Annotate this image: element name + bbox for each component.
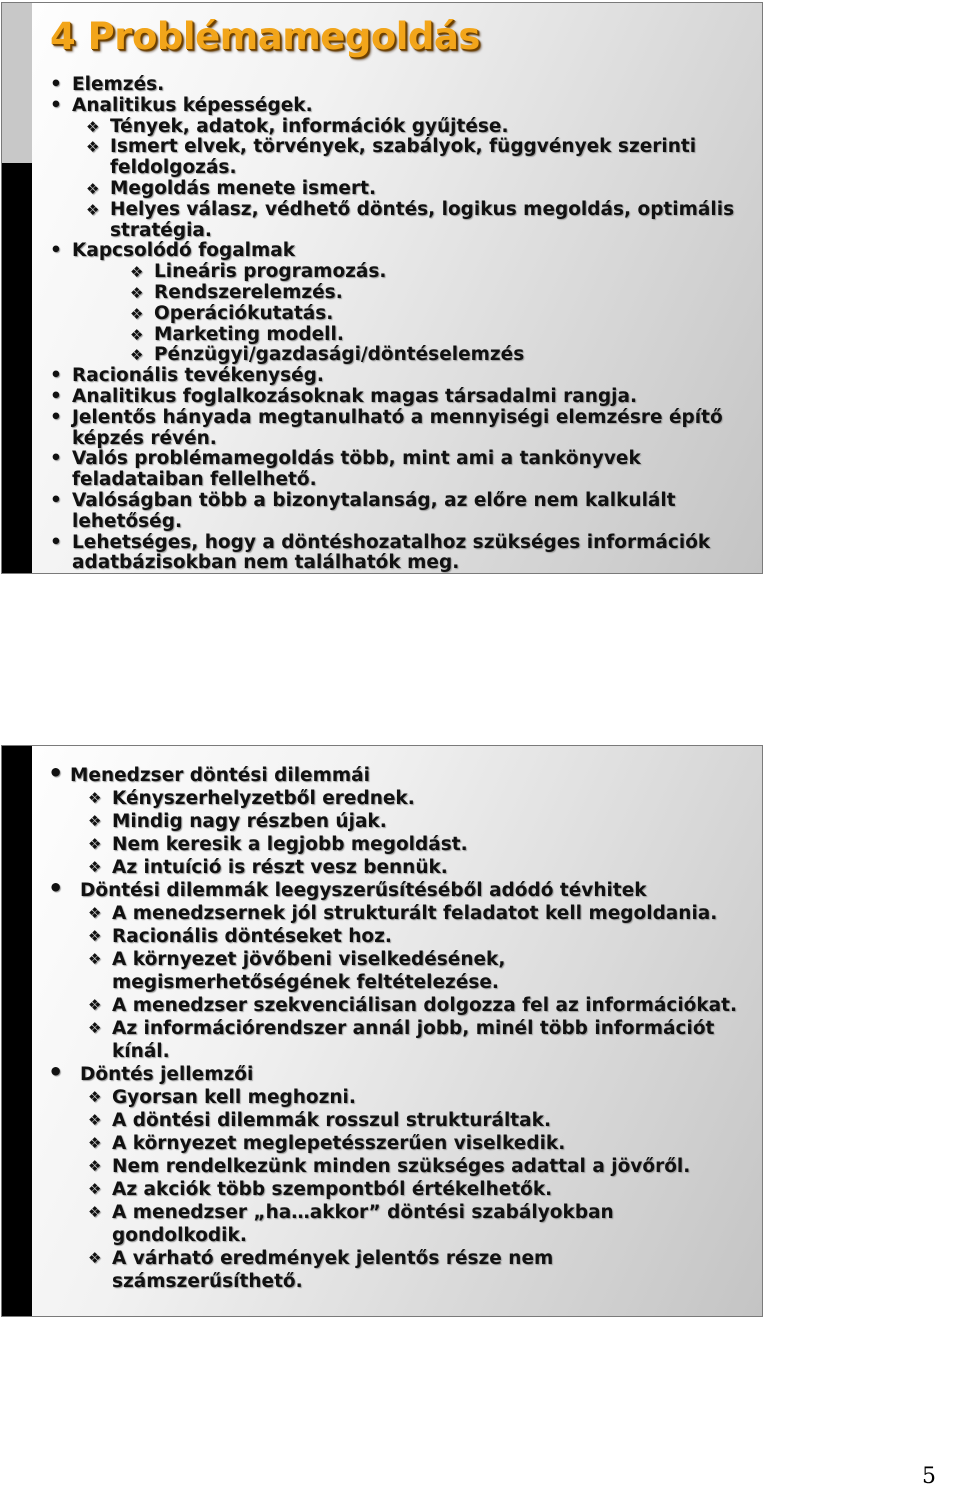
list-item [52, 449, 748, 470]
list-item [52, 1247, 748, 1270]
list-item-text: Racionális döntéseket hoz. [112, 926, 392, 947]
list-item-text: számszerűsíthető. [112, 1271, 303, 1292]
list-item [52, 810, 748, 833]
list-item-text: Elemzés. [72, 74, 165, 95]
diamond-bullet-icon: ❖ [88, 858, 102, 876]
list-item-continuation [52, 158, 748, 179]
list-item-text: Rendszerelemzés. [154, 281, 343, 303]
list-item [52, 1132, 748, 1155]
slide-1 [1, 2, 763, 574]
list-item-text: Valóságban több a bizonytalanság, az előre nem kalkulált [72, 489, 676, 511]
diamond-bullet-icon: ❖ [130, 346, 144, 365]
list-item-text: képzés révén. [72, 427, 217, 449]
list-item-text: A várható eredmények jelentős része nem [112, 1248, 554, 1269]
list-item [52, 304, 748, 325]
bullet-icon: • [50, 406, 62, 428]
slide-1-content [32, 3, 762, 573]
slide-2-bullet-list [48, 759, 748, 1293]
diamond-bullet-icon: ❖ [88, 1111, 102, 1129]
list-item [52, 1201, 748, 1224]
diamond-bullet-icon: ❖ [88, 835, 102, 853]
slide-title: 4 Problémamegoldás [50, 15, 480, 58]
list-item-text: gondolkodik. [112, 1225, 247, 1246]
list-item-text: Megoldás menete ismert. [110, 177, 376, 199]
list-item-text: Az akciók több szempontból értékelhetők. [112, 1179, 553, 1200]
slide-2 [1, 745, 763, 1317]
list-item-text: Az információrendszer annál jobb, minél több információt [112, 1018, 715, 1039]
list-item-text: Az intuíció is részt vesz bennük. [112, 857, 448, 878]
list-item-text: Gyorsan kell meghozni. [112, 1087, 356, 1108]
list-item-text: Menedzser döntési dilemmái [70, 765, 370, 786]
diamond-bullet-icon: ❖ [130, 325, 144, 344]
list-item-continuation [52, 1224, 748, 1247]
list-item-text: Ismert elvek, törvények, szabályok, függvények szerinti [110, 136, 697, 158]
bullet-icon: • [50, 448, 62, 470]
list-item [48, 1058, 748, 1086]
list-item-text: A döntési dilemmák rosszul strukturáltak. [112, 1110, 551, 1131]
list-item-continuation [52, 553, 748, 574]
bullet-icon: • [48, 1058, 64, 1086]
list-item [52, 262, 748, 283]
list-item [48, 759, 748, 787]
diamond-bullet-icon: ❖ [88, 927, 102, 945]
list-item [52, 925, 748, 948]
list-item-text: Jelentős hányada megtanulható a mennyiségi elemzésre építő [72, 406, 723, 428]
diamond-bullet-icon: ❖ [86, 117, 100, 136]
list-item [52, 408, 748, 429]
list-item-text: stratégia. [110, 219, 212, 241]
diamond-bullet-icon: ❖ [86, 200, 100, 219]
list-item-continuation [52, 512, 748, 533]
list-item [52, 994, 748, 1017]
list-item [52, 366, 748, 387]
bullet-icon: • [50, 385, 62, 407]
diamond-bullet-icon: ❖ [130, 283, 144, 302]
diamond-bullet-icon: ❖ [88, 1157, 102, 1175]
list-item [52, 179, 748, 200]
diamond-bullet-icon: ❖ [130, 263, 144, 282]
list-item [52, 75, 748, 96]
diamond-bullet-icon: ❖ [88, 1088, 102, 1106]
list-item [52, 96, 748, 117]
list-item [52, 137, 748, 158]
list-item-text: lehetőség. [72, 510, 182, 532]
page-number: 5 [922, 1464, 936, 1489]
list-item-text: Nem rendelkezünk minden szükséges adattal a jövőről. [112, 1156, 691, 1177]
bullet-icon: • [50, 365, 62, 387]
list-item-continuation [52, 1040, 748, 1063]
list-item-text: feladataiban fellelhető. [72, 469, 317, 491]
list-item-text: feldolgozás. [110, 157, 237, 179]
diamond-bullet-icon: ❖ [88, 904, 102, 922]
list-item-text: Valós problémamegoldás több, mint ami a tankönyvek [72, 448, 641, 470]
bullet-icon: • [50, 531, 62, 553]
list-item-text: Mindig nagy részben újak. [112, 811, 387, 832]
diamond-bullet-icon: ❖ [88, 1019, 102, 1037]
list-item-text: Marketing modell. [154, 323, 344, 345]
list-item-text: A környezet jövőbeni viselkedésének, [112, 949, 506, 970]
list-item [52, 1086, 748, 1109]
list-item-continuation [52, 470, 748, 491]
diamond-bullet-icon: ❖ [88, 996, 102, 1014]
list-item [52, 387, 748, 408]
list-item [48, 874, 748, 902]
list-item-continuation [52, 971, 748, 994]
diamond-bullet-icon: ❖ [86, 138, 100, 157]
slide-1-bullet-list [52, 75, 748, 574]
list-item [52, 1155, 748, 1178]
list-item-text: adatbázisokban nem találhatók meg. [72, 552, 460, 574]
list-item-text: Racionális tevékenység. [72, 365, 324, 387]
list-item [52, 948, 748, 971]
list-item [52, 787, 748, 810]
side-bar-black [2, 746, 32, 1317]
diamond-bullet-icon: ❖ [86, 179, 100, 198]
list-item-text: Döntési dilemmák leegyszerűsítéséből adódó tévhitek [80, 880, 647, 901]
list-item-text: A menedzser „ha…akkor” döntési szabályokban [112, 1202, 614, 1223]
diamond-bullet-icon: ❖ [88, 1203, 102, 1221]
list-item-text: Kapcsolódó fogalmak [72, 240, 296, 262]
bullet-icon: • [48, 759, 64, 787]
list-item-text: Döntés jellemzői [80, 1064, 254, 1085]
list-item-continuation [52, 221, 748, 242]
list-item-text: Tények, adatok, információk gyűjtése. [110, 115, 509, 137]
diamond-bullet-icon: ❖ [130, 304, 144, 323]
list-item-text: kínál. [112, 1041, 170, 1062]
side-bar-grey [2, 3, 32, 163]
list-item [52, 1178, 748, 1201]
list-item-text: A környezet meglepetésszerűen viselkedik. [112, 1133, 566, 1154]
diamond-bullet-icon: ❖ [88, 1180, 102, 1198]
list-item [52, 1017, 748, 1040]
list-item-continuation [52, 1270, 748, 1293]
diamond-bullet-icon: ❖ [88, 950, 102, 968]
side-bar-black [2, 163, 32, 574]
slide-2-content [32, 746, 762, 1316]
list-item-text: Analitikus foglalkozásoknak magas társadalmi rangja. [72, 385, 638, 407]
list-item-continuation [52, 429, 748, 450]
list-item [52, 117, 748, 138]
list-item [52, 856, 748, 879]
diamond-bullet-icon: ❖ [88, 812, 102, 830]
diamond-bullet-icon: ❖ [88, 789, 102, 807]
list-item [52, 241, 748, 262]
list-item [52, 200, 748, 221]
list-item [52, 283, 748, 304]
list-item [52, 491, 748, 512]
bullet-icon: • [48, 874, 64, 902]
bullet-icon: • [50, 489, 62, 511]
list-item-text: Lineáris programozás. [154, 261, 387, 283]
diamond-bullet-icon: ❖ [88, 1249, 102, 1267]
list-item-text: A menedzser szekvenciálisan dolgozza fel az információkat. [112, 995, 738, 1016]
list-item-text: Kényszerhelyzetből erednek. [112, 788, 415, 809]
list-item [52, 345, 748, 366]
list-item [52, 833, 748, 856]
list-item-text: Pénzügyi/gazdasági/döntéselemzés [154, 344, 525, 366]
bullet-icon: • [50, 74, 62, 95]
list-item-text: Analitikus képességek. [72, 94, 313, 116]
list-item [52, 1109, 748, 1132]
list-item-text: Helyes válasz, védhető döntés, logikus megoldás, optimális [110, 198, 735, 220]
list-item-text: A menedzsernek jól strukturált feladatot kell megoldania. [112, 903, 718, 924]
list-item-text: megismerhetőségének feltételezése. [112, 972, 499, 993]
list-item [52, 533, 748, 554]
list-item [52, 902, 748, 925]
list-item-text: Lehetséges, hogy a döntéshozatalhoz szükséges információk [72, 531, 711, 553]
bullet-icon: • [50, 240, 62, 262]
bullet-icon: • [50, 94, 62, 116]
diamond-bullet-icon: ❖ [88, 1134, 102, 1152]
list-item [52, 325, 748, 346]
list-item-text: Operációkutatás. [154, 302, 334, 324]
list-item-text: Nem keresik a legjobb megoldást. [112, 834, 468, 855]
